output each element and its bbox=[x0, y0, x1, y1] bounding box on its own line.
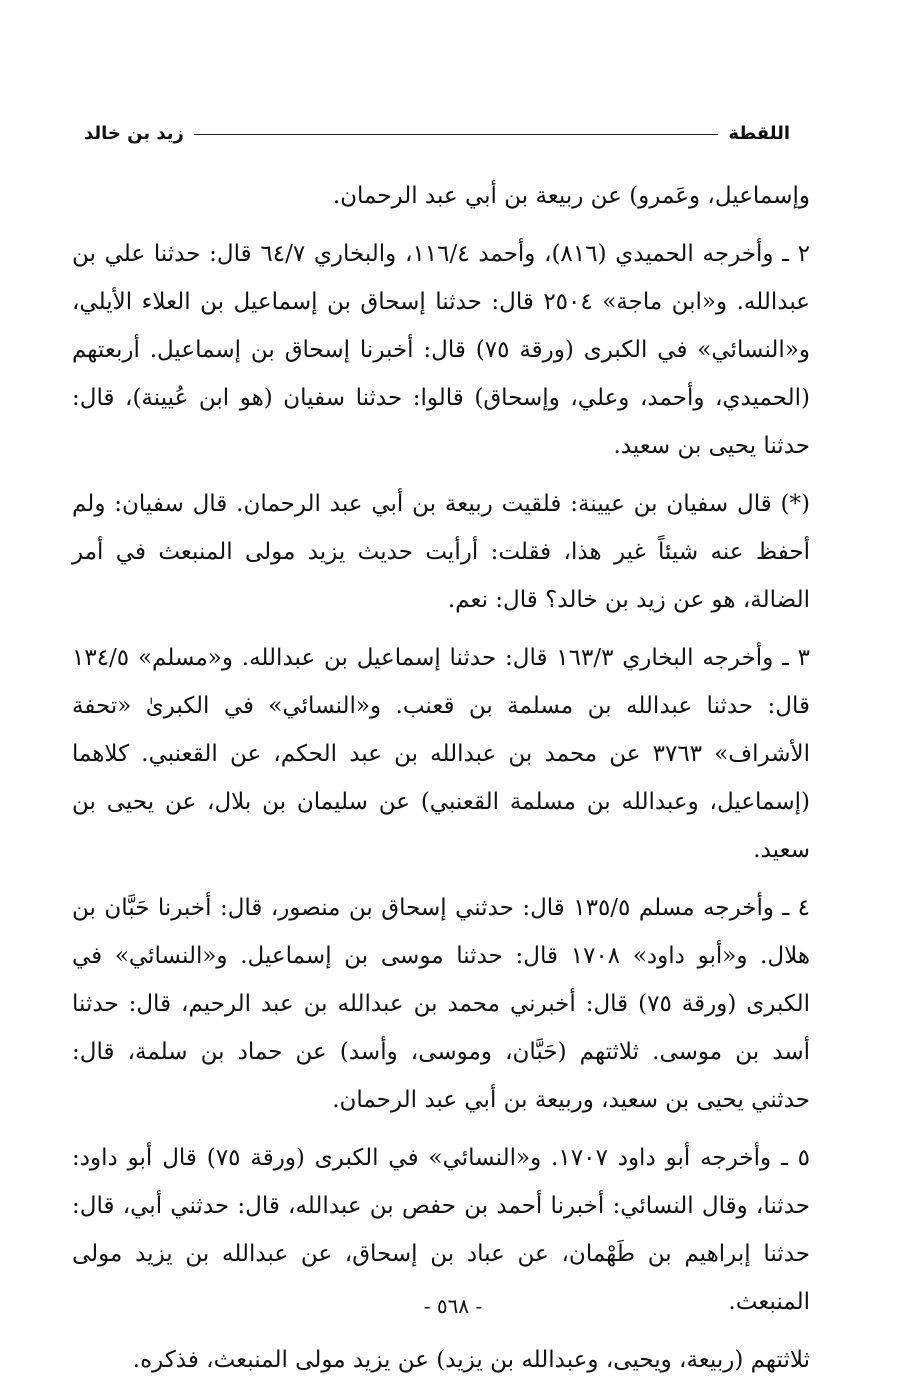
page-number: - ٥٦٨ - bbox=[423, 1294, 483, 1318]
paragraph-4: ٤ ـ وأخرجه مسلم ١٣٥/٥ قال: حدثني إسحاق بن منصور، قال: أخبرنا حَبَّان بن هلال. و«أبو داود» ١٧٠٨ قال: حدثنا موسى بن إسماعيل. و«النسائي» في الكبرى (ورقة ٧٥) قال: أخبرني محمد بن عبدالله بن عبد الرحيم، قال: حدثنا أسد بن موسى. ثلاثتهم (حَبَّان، وموسى، وأسد) عن حماد بن سلمة، قال: حدثني يحيى بن سعيد، وربيعة بن أبي عبد الرحمان. bbox=[72, 895, 810, 1113]
paragraph-conclusion: ثلاثتهم (ربيعة، ويحيى، وعبدالله بن يزيد) عن يزيد مولى المنبعث، فذكره. bbox=[132, 1347, 810, 1373]
paragraph-2: ٢ ـ وأخرجه الحميدي (٨١٦)، وأحمد ١١٦/٤، والبخاري ٦٤/٧ قال: حدثنا علي بن عبدالله. و«ابن ماجة» ٢٥٠٤ قال: حدثنا إسحاق بن إسماعيل بن العلاء الأيلي، و«النسائي» في الكبرى (ورقة ٧٥) قال: أخبرنا إسحاق بن إسماعيل. أربعتهم (الحميدي، وأحمد، وعلي، وإسحاق) قالوا: حدثنا سفيان (هو ابن عُيينة)، قال: حدثنا يحيى بن سعيد. bbox=[72, 241, 810, 459]
narrator-title: زيد بن خالد bbox=[84, 123, 184, 144]
paragraph-continuation: وإسماعيل، وعَمرو) عن ربيعة بن أبي عبد الرحمان. bbox=[332, 183, 810, 209]
paragraph-note: (*) قال سفيان بن عيينة: فلقيت ربيعة بن أبي عبد الرحمان. قال سفيان: ولم أحفظ عنه شيئاً غير هذا، فقلت: أرأيت حديث يزيد مولى المنبعث في أمر الضالة، هو عن زيد بن خالد؟ قال: نعم. bbox=[72, 491, 810, 613]
chapter-title: اللقطة bbox=[728, 123, 790, 144]
running-header bbox=[84, 112, 790, 144]
main-text bbox=[72, 172, 810, 1394]
header-rule bbox=[194, 134, 718, 135]
paragraph-3: ٣ ـ وأخرجه البخاري ١٦٣/٣ قال: حدثنا إسماعيل بن عبدالله. و«مسلم» ١٣٤/٥ قال: حدثنا عبدالله بن مسلمة بن قعنب. و«النسائي» في الكبرىٰ «تحفة الأشراف» ٣٧٦٣ عن محمد بن عبدالله بن عبد الحكم، عن القعنبي. كلاهما (إسماعيل، وعبدالله بن مسلمة القعنبي) عن سليمان بن بلال، عن يحيى بن سعيد. bbox=[72, 645, 811, 863]
paragraph-5: ٥ ـ وأخرجه أبو داود ١٧٠٧. و«النسائي» في الكبرى (ورقة ٧٥) قال أبو داود: حدثنا، وقال النسائي: أخبرنا أحمد بن حفص بن عبدالله، قال: حدثني أبي، قال: حدثنا إبراهيم بن طَهْمان، عن عباد بن إسحاق، عن عبدالله بن يزيد مولى المنبعث. bbox=[72, 1145, 810, 1315]
